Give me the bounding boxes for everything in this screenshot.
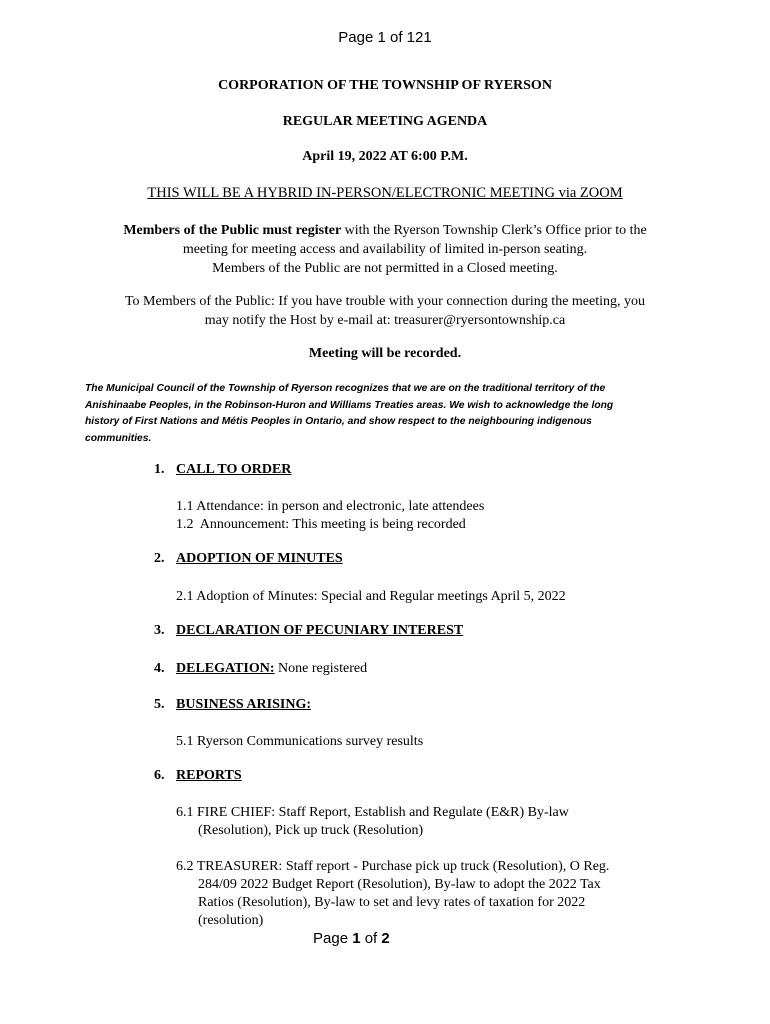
section-number: 2. <box>154 551 165 566</box>
agenda-item: 1.2 Announcement: This meeting is being recorded <box>176 517 466 532</box>
footer-total-pages: 2 <box>381 930 390 947</box>
ack-line-4: communities. <box>85 432 152 444</box>
footer-current-page: 1 <box>352 930 361 947</box>
section-title-adoption-of-minutes: ADOPTION OF MINUTES <box>176 551 343 566</box>
agenda-item: 2.1 Adoption of Minutes: Special and Regular meetings April 5, 2022 <box>176 589 566 604</box>
agenda-item: 5.1 Ryerson Communications survey results <box>176 734 424 749</box>
agenda-item-treasurer <box>176 858 646 930</box>
register-line-1 <box>0 221 770 240</box>
land-acknowledgement <box>85 381 685 447</box>
section-delegation <box>176 661 367 677</box>
ack-line-2: Anishinaabe Peoples, in the Robinson-Huron and Williams Treaties areas. We wish to acknowledge the long <box>85 399 614 411</box>
section-title-pecuniary-interest: DECLARATION OF PECUNIARY INTEREST <box>176 623 464 638</box>
hybrid-notice-text: THIS WILL BE A HYBRID IN-PERSON/ELECTRONIC MEETING via ZOOM <box>147 185 623 201</box>
register-rest: with the Ryerson Township Clerk’s Office prior to the <box>341 223 647 238</box>
delegation-status: None registered <box>274 661 368 676</box>
section-number: 5. <box>154 697 165 712</box>
connection-line-2: may notify the Host by e-mail at: treasurer@ryersontownship.ca <box>204 313 566 328</box>
section-number: 3. <box>154 623 165 638</box>
footer-page-indicator <box>313 930 390 947</box>
register-line-2: meeting for meeting access and availability of limited in-person seating. <box>182 242 588 257</box>
meeting-date: April 19, 2022 AT 6:00 P.M. <box>302 149 468 164</box>
agenda-item-line: Ratios (Resolution), By-law to set and levy rates of taxation for 2022 <box>198 895 586 910</box>
ack-line-1: The Municipal Council of the Township of Ryerson recognizes that we are on the traditional territory of the <box>85 383 606 394</box>
connection-notice <box>0 292 770 330</box>
footer-prefix: Page <box>313 930 353 947</box>
section-number: 1. <box>154 462 165 477</box>
hybrid-notice <box>0 185 770 202</box>
agenda-item-fire-chief <box>176 804 646 840</box>
agenda-item: 1.1 Attendance: in person and electronic, late attendees <box>176 499 485 514</box>
section-title-business-arising: BUSINESS ARISING: <box>176 697 311 712</box>
agenda-item-line: (resolution) <box>198 913 264 928</box>
ack-line-3: history of First Nations and Métis Peoples in Ontario, and show respect to the neighbouring indigenous <box>85 416 592 427</box>
section-title-call-to-order: CALL TO ORDER <box>176 462 292 477</box>
agenda-item-line: 6.1 FIRE CHIEF: Staff Report, Establish and Regulate (E&R) By-law <box>176 805 569 820</box>
agenda-item-line: 284/09 2022 Budget Report (Resolution), By-law to adopt the 2022 Tax <box>198 877 601 892</box>
section-title-delegation: DELEGATION: <box>176 661 275 676</box>
page-indicator: Page 1 of 121 <box>338 29 432 46</box>
section-number: 6. <box>154 768 165 783</box>
agenda-item-line: 6.2 TREASURER: Staff report - Purchase pick up truck (Resolution), O Reg. <box>176 859 610 874</box>
agenda-title: REGULAR MEETING AGENDA <box>282 114 488 129</box>
corporation-title: CORPORATION OF THE TOWNSHIP OF RYERSON <box>218 78 552 93</box>
footer-middle: of <box>360 930 382 947</box>
recorded-notice: Meeting will be recorded. <box>308 346 462 361</box>
connection-line-1: To Members of the Public: If you have trouble with your connection during the meeting, you <box>124 294 646 309</box>
register-notice <box>0 221 770 278</box>
agenda-item-line: (Resolution), Pick up truck (Resolution) <box>198 823 424 838</box>
register-line-3: Members of the Public are not permitted in a Closed meeting. <box>212 261 558 276</box>
register-bold-lead: Members of the Public must register <box>123 223 342 238</box>
section-number: 4. <box>154 661 165 676</box>
section-title-reports: REPORTS <box>176 768 242 783</box>
